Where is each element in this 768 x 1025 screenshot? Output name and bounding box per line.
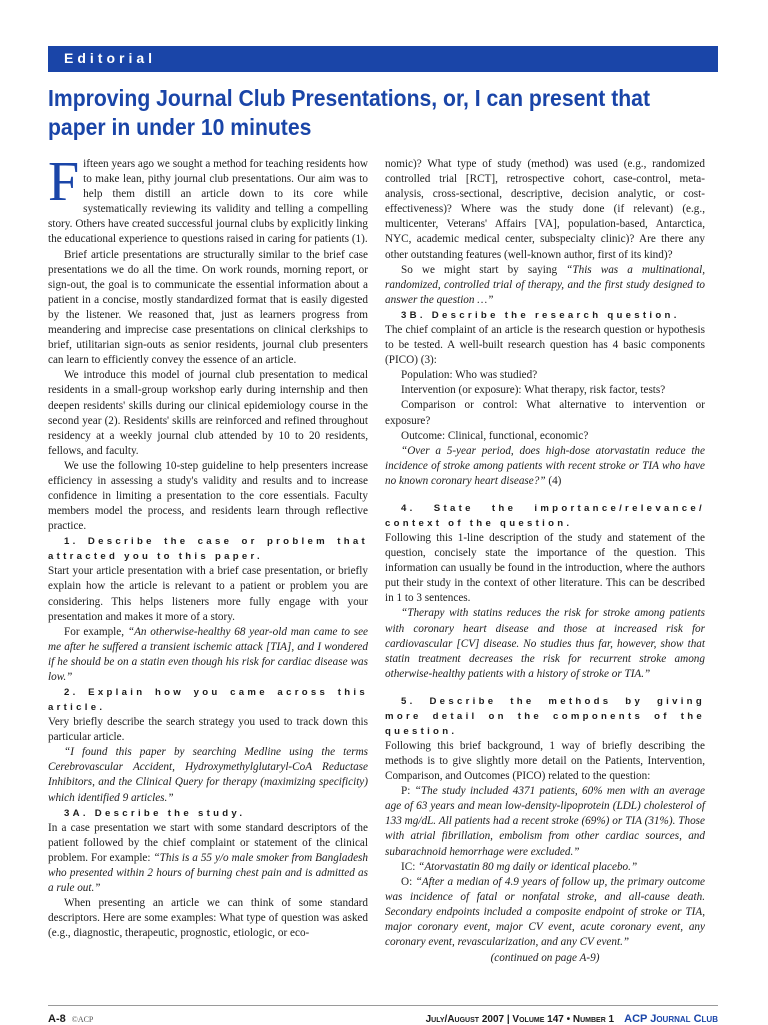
drop-cap: F <box>48 151 80 213</box>
editorial-banner <box>48 46 718 72</box>
left-column <box>48 151 368 941</box>
body-paragraph: When presenting an article we can think of some standard descriptors. Here are some examples: What type of question was asked (e.g., diagnostic, therapeutic, prognostic, etiologic, or eco- <box>48 897 368 940</box>
example-quote: “This was a multinational, randomized, controlled trial of therapy, and the first study designed to answer the question …” <box>385 263 706 306</box>
step-heading-3b: 3B. Describe the research question. <box>401 309 680 321</box>
body-paragraph: We use the following 10-step guideline to help presenters increase efficiency in assessing a study's validity and results and to increase confidence in limiting a presentation to the core essentials. Faculty members model the process, and residents learn through reflective practice. <box>48 459 368 533</box>
pico-detail-ic: IC: “Atorvastatin 80 mg daily or identical placebo.” <box>401 860 638 873</box>
footer-page <box>48 1013 93 1025</box>
footer-rule <box>48 1005 718 1006</box>
pico-item: Intervention (or exposure): What therapy, risk factor, tests? <box>401 384 666 397</box>
example-paragraph: For example, “An otherwise-healthy 68 year-old man came to see me after he suffered a transient ischemic attack [TIA], and I wondered if he should be on a statin even though his risk for cardiac disease was low.” <box>48 625 368 683</box>
example-quote: “Over a 5-year period, does high-dose atorvastatin reduce the incidence of stroke among patients with recent stroke or TIA who have no known coronary heart disease?” (4) <box>385 444 705 487</box>
example-quote: “An otherwise-healthy 68 year-old man came to see me after he suffered a transient ischemic attack [TIA], and I wondered if he should be on a statin even though his risk for cardiac disease was low.” <box>48 625 368 683</box>
example-quote: “Therapy with statins reduces the risk for stroke among patients with coronary heart disease and those at increased risk for cardiovascular [CV] disease. No studies thus far, however, show that statin treatment decreases the risk for recurrent stroke among otherwise-healthy patients with a history of stroke or TIA.” <box>385 607 705 680</box>
body-paragraph: Very briefly describe the search strategy you used to track down this particular article. <box>48 716 368 744</box>
body-paragraph: In a case presentation we start with some standard descriptors of the patient followed by the chief complaint or statement of the clinical problem. For example: “This is a 55 y/o male smoker from Bangladesh who presented within 2 hours of burning chest pain and is admitted as a rule out.” <box>48 821 368 895</box>
body-paragraph: The chief complaint of an article is the research question or hypothesis to be tested. A well-built research question has 4 basic components (PICO) (3): <box>385 323 705 367</box>
pico-detail-o: O: “After a median of 4.9 years of follow up, the primary outcome was incidence of fatal or nonfatal stroke, and all-cause death. Secondary endpoints included a composite endpoint of stroke or TIA, major coronary event, major CV event, acute coronary event, any coronary event, revascularization, and any CV event.” <box>385 875 705 949</box>
article-title: Improving Journal Club Presentations, or, I can present that paper in under 10 minutes <box>48 85 650 140</box>
citation: (4) <box>545 474 562 487</box>
step-heading-4: 4. State the importance/relevance/ context of the question. <box>385 502 705 529</box>
step-heading-3a: 3A. Describe the study. <box>64 807 246 819</box>
right-column <box>385 157 705 966</box>
body-paragraph: Following this brief background, 1 way of briefly describing the methods is to give slightly more detail on the Patients, Intervention, Comparison, and Outcomes (PICO) related to the question: <box>385 739 705 783</box>
page-number: A-8 <box>48 1013 66 1025</box>
body-paragraph: Brief article presentations are structurally similar to the brief case presentations we do all the time. On work rounds, morning report, or sign-out, the goal is to communicate the essential information about a patient in a concise, mostly standardized format that is easily digested by the listener. We reasoned that, just as learners progress from meandering and imprecise case presentations on clinical clerkships to brief, utilitarian sign-outs as senior residents, journal club presenters can learn to efficiently convey the essence of an article. <box>48 248 368 367</box>
footer-issue <box>426 1013 718 1025</box>
pico-item: Outcome: Clinical, functional, economic? <box>401 429 589 442</box>
pico-detail-p: P: “The study included 4371 patients, 60% men with an average age of 63 years and mean low-density-lipoprotein (LDL) cholesterol of 133 mg/dL. All patients had a recent stroke (69%) or TIA (31%). Those with atrial fibrillation, embolism from other cardiac sources, and subarachnoid hemorrhage were excluded.” <box>385 785 705 858</box>
step-heading-5: 5. Describe the methods by giving more detail on the components of the question. <box>385 695 705 737</box>
body-paragraph: Start your article presentation with a brief case presentation, or briefly explain how the article is relevant to a patient or problem you are considering. This helps listeners more fully engage with your presentation and makes it more of a story. <box>48 565 368 623</box>
continued-note: (continued on page A-9) <box>490 952 600 965</box>
example-quote: “This is a 55 y/o male smoker from Bangladesh who presented within 2 hours of burning chest pain and is admitted as a rule out.” <box>48 851 368 895</box>
journal-name: ACP Journal Club <box>624 1013 718 1025</box>
body-paragraph: Following this 1-line description of the study and statement of the question, concisely state the importance of the question. This information can usually be found in the introduction, where the authors put their study in the context of other literature. This can be described in 1 to 3 sentences. <box>385 531 705 605</box>
copyright: ©ACP <box>71 1015 94 1024</box>
example-paragraph: So we might start by saying “This was a multinational, randomized, controlled trial of therapy, and the first study designed to answer the question …” <box>385 263 706 306</box>
body-paragraph: nomic)? What type of study (method) was used (e.g., randomized controlled trial [RCT], retrospective cohort, case-control, meta-analysis, cross-sectional, descriptive, decision analytic, or cost-effectiveness)? Where was the study done (if relevant) (e.g., multicenter, Veterans' Affairs [VA], population-based, Antarctica, NYC, academic medical center, subspecialty clinic)? Are there any other outstanding features (well-known author, first of its kind)? <box>385 158 705 261</box>
step-heading-1: 1. Describe the case or problem that attracted you to this paper. <box>48 536 368 563</box>
example-quote: “I found this paper by searching Medline using the terms Cerebrovascular Accident, Hydroxymethylglutaryl-CoA Reductase Inhibitors, and the Clinical Query for therapy (maximizing specificity) which identified 9 articles.” <box>48 746 368 804</box>
body-paragraph: We introduce this model of journal club presentation to medical residents in a small-group workshop early during internship and then deepen residents' skills during our clinical epidemiology course in the second year (2). Residents' skills are reinforced and refined throughout residency at a weekly journal club attended by 10 to 20 residents, fellows, and faculty. <box>48 369 368 457</box>
section-label: Editorial <box>64 50 157 66</box>
pico-item: Comparison or control: What alternative to intervention or exposure? <box>385 399 705 427</box>
pico-item: Population: Who was studied? <box>401 369 538 382</box>
step-heading-2: 2. Explain how you came across this article. <box>48 687 368 714</box>
intro-paragraph: Fifteen years ago we sought a method for teaching residents how to make lean, pithy journal club presentations. Our aim was to help them distill an article down to its core while systematically reviewing its validity and telling a compelling story. Others have created successful journal clubs by explicitly linking the educational experience to questions raised in caring for patients (1). <box>48 151 368 246</box>
issue-info: July/August 2007 | Volume 147 • Number 1 <box>425 1014 615 1025</box>
